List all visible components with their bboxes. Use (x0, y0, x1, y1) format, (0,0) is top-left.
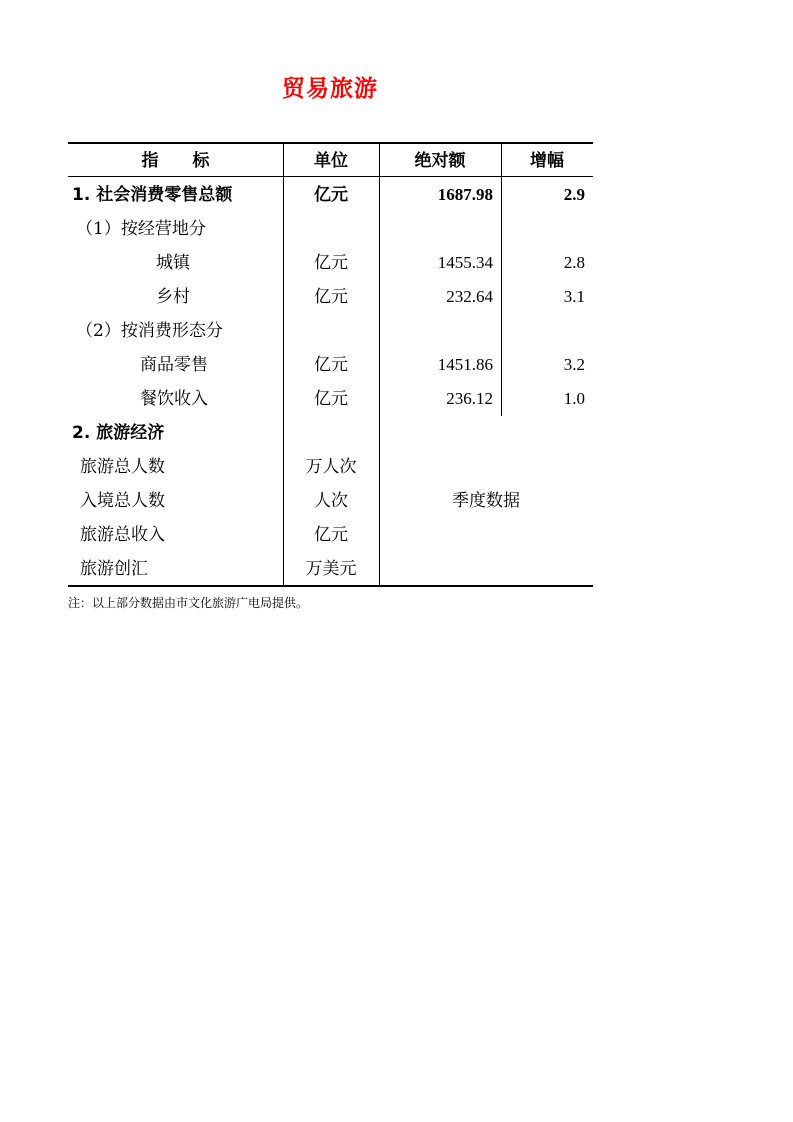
row-unit-goods-retail: 亿元 (314, 355, 348, 375)
row-growth-rural: 3.1 (563, 287, 585, 306)
row-unit-foreign-exchange: 万美元 (305, 559, 357, 579)
row-name-total-tourists: 旅游总人数 (80, 457, 165, 477)
row-unit-inbound-tourists: 人次 (314, 491, 348, 511)
row-unit-retail-total: 亿元 (314, 185, 348, 205)
row-name-by-location: （1）按经营地分 (76, 219, 206, 239)
row-value-urban: 1455.34 (437, 253, 493, 272)
row-name-inbound-tourists: 入境总人数 (80, 491, 165, 511)
row-growth-catering: 1.0 (563, 389, 585, 408)
row-value-rural: 232.64 (446, 287, 493, 306)
row-name-tourism: 2. 旅游经济 (72, 423, 165, 443)
row-unit-catering: 亿元 (314, 389, 348, 409)
statistics-table (68, 142, 593, 587)
quarterly-data-note: 季度数据 (452, 491, 520, 511)
row-unit-total-tourists: 万人次 (305, 457, 357, 477)
row-name-retail-total: 1. 社会消费零售总额 (72, 185, 233, 205)
footnote: 注：以上部分数据由市文化旅游广电局提供。 (68, 596, 309, 610)
row-name-foreign-exchange: 旅游创汇 (80, 559, 148, 579)
row-growth-goods-retail: 3.2 (563, 355, 585, 374)
row-name-by-consumption: （2）按消费形态分 (76, 321, 223, 341)
header-unit: 单位 (314, 151, 348, 171)
row-name-goods-retail: 商品零售 (140, 355, 208, 375)
row-growth-urban: 2.8 (563, 253, 585, 272)
row-value-goods-retail: 1451.86 (437, 355, 493, 374)
header-growth: 增幅 (530, 151, 564, 171)
header-indicator: 指 标 (141, 151, 210, 171)
row-unit-rural: 亿元 (314, 287, 348, 307)
page-title: 贸易旅游 (282, 76, 378, 102)
row-value-retail-total: 1687.98 (437, 185, 493, 204)
row-name-catering: 餐饮收入 (140, 389, 208, 409)
header-absolute: 绝对额 (414, 151, 466, 171)
row-unit-urban: 亿元 (314, 253, 348, 273)
row-unit-tourism-revenue: 亿元 (314, 525, 348, 545)
row-growth-retail-total: 2.9 (563, 185, 585, 204)
row-name-tourism-revenue: 旅游总收入 (80, 525, 165, 545)
row-value-catering: 236.12 (446, 389, 493, 408)
header-divider (68, 176, 593, 177)
row-name-rural: 乡村 (156, 287, 190, 307)
row-name-urban: 城镇 (156, 253, 190, 273)
